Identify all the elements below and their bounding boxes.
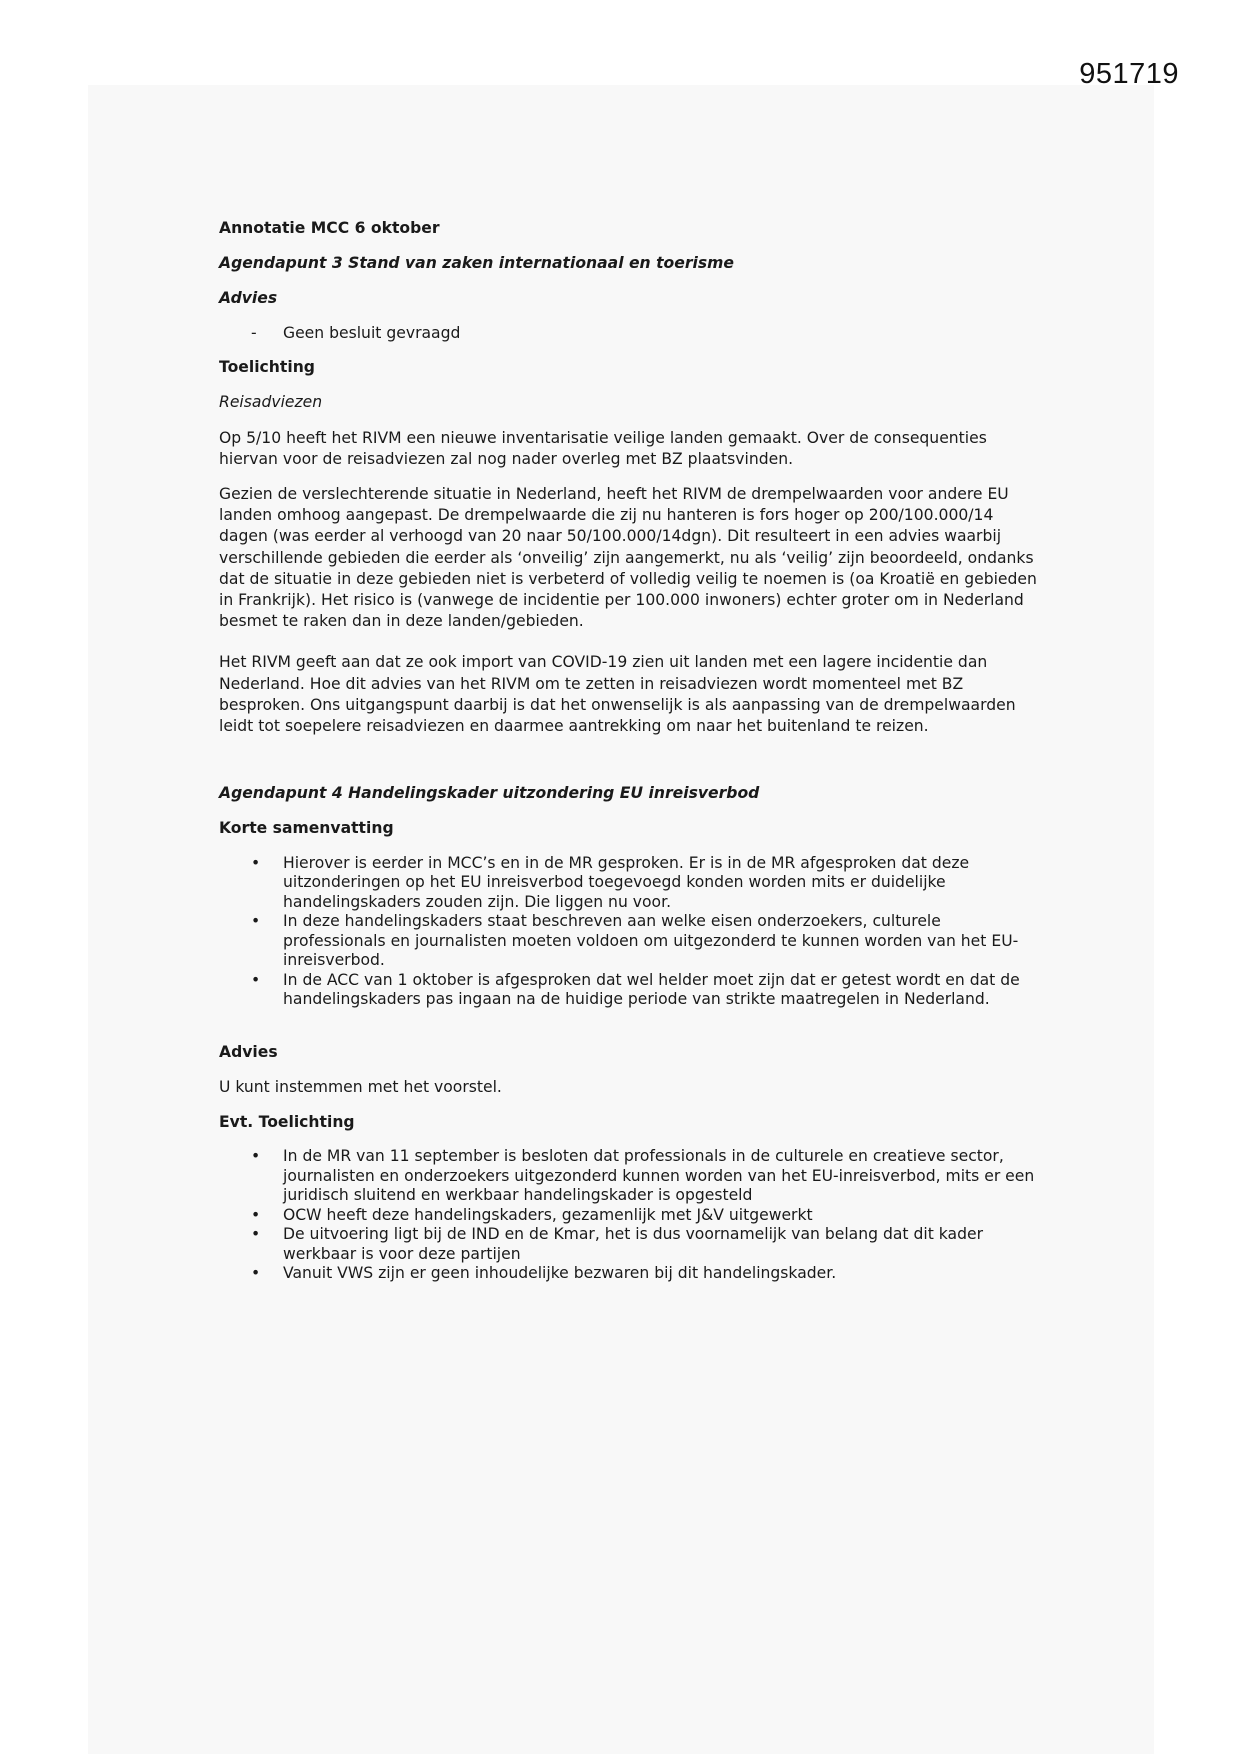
list-item: • OCW heeft deze handelingskaders, gezamenlijk met J&V uitgewerkt: [251, 1205, 813, 1224]
list-item: • De uitvoering ligt bij de IND en de Kmar, het is dus voornamelijk van belang dat dit kader werkbaar is voor deze partijen: [251, 1225, 984, 1263]
evt-toelichting-heading: Evt. Toelichting: [219, 1112, 355, 1131]
list-item: • In de MR van 11 september is besloten dat professionals in de culturele en creatieve sector, journalisten en onderzoekers uitgezonderd kunnen worden van het EU-inreisverbod, mits er een juridisch sluitend en werkbaar handelingskader is opgesteld: [251, 1147, 1035, 1205]
bullet-marker: •: [251, 1264, 261, 1283]
list-item: • In deze handelingskaders staat beschreven aan welke eisen onderzoekers, culturele professionals en journalisten moeten voldoen om uitgezonderd te kunnen worden van het EU-inreisverbod.: [251, 912, 1019, 970]
bullet-marker: •: [251, 1147, 261, 1166]
advies-list-3: [219, 324, 1039, 344]
paragraph: Op 5/10 heeft het RIVM een nieuwe inventarisatie veilige landen gemaakt. Over de consequenties hiervan voor de reisadviezen zal nog nader overleg met BZ plaatsvinden.: [219, 428, 987, 468]
reisadviezen-subheading: Reisadviezen: [219, 393, 323, 412]
document-body: [219, 218, 1039, 1284]
dash-marker: -: [251, 323, 257, 342]
agenda-item-4-heading: Agendapunt 4 Handelingskader uitzondering EU inreisverbod: [219, 784, 760, 803]
bullet-marker: •: [251, 912, 261, 931]
advies-heading-3: Advies: [219, 289, 278, 308]
toelichting-heading-3: Toelichting: [219, 358, 315, 377]
document-title: Annotatie MCC 6 oktober: [219, 219, 440, 237]
paragraph: Het RIVM geeft aan dat ze ook import van COVID-19 zien uit landen met een lagere incidentie dan Nederland. Hoe dit advies van het RIVM om te zetten in reisadviezen wordt momenteel met BZ besproken. Ons uitgangspunt daarbij is dat het onwenselijk is als aanpassing van de drempelwaarden leidt tot soepelere reisadviezen en daarmee aantrekking om naar het buitenland te reizen.: [219, 653, 1016, 735]
bullet-marker: •: [251, 1225, 261, 1244]
advies-text: U kunt instemmen met het voorstel.: [219, 1077, 502, 1096]
bullet-marker: •: [251, 853, 261, 872]
summary-heading: Korte samenvatting: [219, 819, 394, 838]
agenda-item-3-heading: Agendapunt 3 Stand van zaken internationaal en toerisme: [219, 254, 734, 273]
list-item: • In de ACC van 1 oktober is afgesproken dat wel helder moet zijn dat er getest wordt en dat de handelingskaders pas ingaan na de huidige periode van strikte maatregelen in Nederland.: [251, 970, 1020, 1009]
list-item: - Geen besluit gevraagd: [251, 323, 461, 342]
advies-heading-4: Advies: [219, 1042, 278, 1061]
toelichting-list: [219, 1147, 1039, 1284]
document-number: 951719: [1079, 58, 1179, 90]
bullet-marker: •: [251, 970, 261, 989]
list-item: • Hierover is eerder in MCC’s en in de MR gesproken. Er is in de MR afgesproken dat deze uitzonderingen op het EU inreisverbod toegevoegd konden worden mits er duidelijke handelingskaders zouden zijn. Die liggen nu voor.: [251, 853, 970, 911]
bullet-marker: •: [251, 1205, 261, 1224]
list-item: • Vanuit VWS zijn er geen inhoudelijke bezwaren bij dit handelingskader.: [251, 1264, 837, 1283]
paragraph: Gezien de verslechterende situatie in Nederland, heeft het RIVM de drempelwaarden voor andere EU landen omhoog aangepast. De drempelwaarde die zij nu hanteren is fors hoger op 200/100.000/14 dagen (was eerder al verhoogd van 20 naar 50/100.000/14dgn). Dit resulteert in een advies waarbij verschillende gebieden die eerder als ‘onveilig’ zijn aangemerkt, nu als ‘veilig’ zijn beoordeeld, ondanks dat de situatie in deze gebieden niet is verbeterd of volledig veilig te noemen is (oa Kroatië en gebieden in Frankrijk). Het risico is (vanwege de incidentie per 100.000 inwoners) echter groter om in Nederland besmet te raken dan in deze landen/gebieden.: [219, 484, 1037, 631]
summary-list: [219, 854, 1039, 1010]
